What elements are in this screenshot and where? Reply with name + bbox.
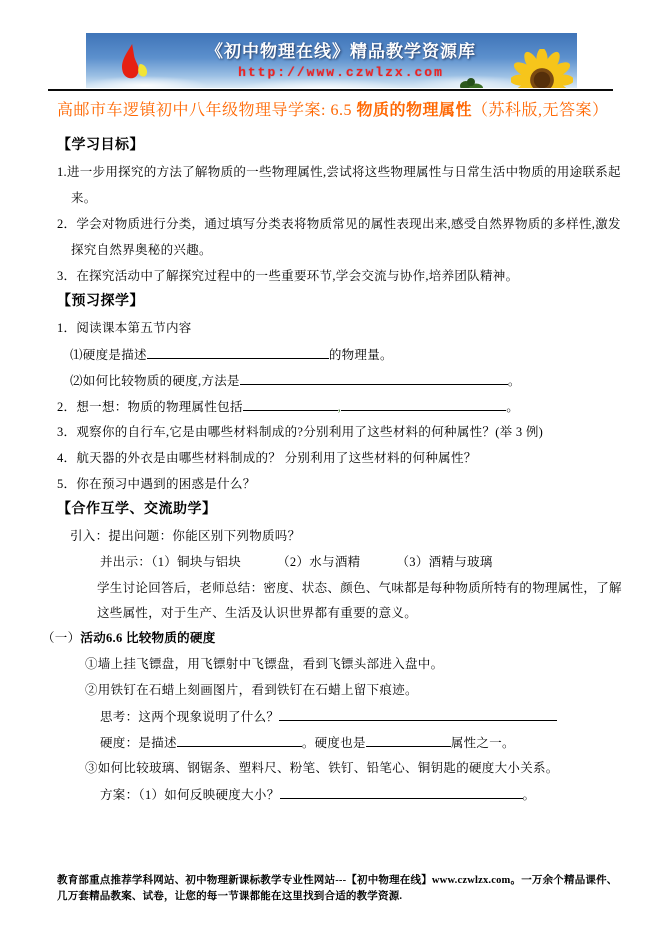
example-item-1: 并出示：（1）铜块与铝块: [100, 555, 242, 569]
fill-in-blank: [177, 734, 302, 747]
fill-in-blank: [366, 734, 451, 747]
sunflower-icon: [511, 49, 573, 88]
text-segment: 。: [522, 788, 536, 802]
section-heading-preview: 【预习探学】: [57, 294, 144, 309]
title-bold-part: 物质的物理属性: [356, 102, 472, 119]
preview-item-5: 5．你在预习中遇到的困惑是什么？: [57, 477, 256, 491]
coop-summary-line1: 学生讨论回答后，老师总结：密度、状态、颜色、气味都是每种物质所特有的物理属性，了解: [97, 581, 622, 595]
goal-item-2-line1: 2．学会对物质进行分类，通过填写分类表将物质常见的属性表现出来,感受自然界物质的多样性,激发: [57, 217, 621, 231]
preview-item-4: 4．航天器的外衣是由哪些材料制成的？ 分别利用了这些材料的何种属性？: [57, 451, 477, 465]
text-segment: 。硬度也是: [301, 736, 366, 750]
activity-number: （一）: [42, 631, 81, 645]
goal-item-1-line2: 来。: [71, 191, 97, 205]
activity-heading: [42, 630, 216, 646]
fill-in-blank: [243, 398, 338, 411]
example-item-2: （2）水与酒精: [277, 555, 361, 569]
text-segment: ⑴硬度是描述: [70, 348, 147, 362]
coop-examples: [100, 554, 493, 570]
activity-step-3: ③如何比较玻璃、钢锯条、塑料尺、粉笔、铁钉、铅笔心、铜钥匙的硬度大小关系。: [85, 761, 559, 775]
goal-item-1-line1: 1.进一步用探究的方法了解物质的一些物理属性,尝试将这些物理属性与日常生活中物质的用途联系起: [57, 165, 621, 179]
page-title: [57, 97, 608, 120]
text-segment: 。: [507, 374, 521, 388]
comma-mark: ,: [337, 400, 342, 414]
activity-step-1: ①墙上挂飞镖盘，用飞镖射中飞镖盘，看到飞镖头部进入盘中。: [85, 657, 444, 671]
goal-item-3: 3．在探究活动中了解探究过程中的一些重要环节,学会交流与协作,培养团队精神。: [57, 269, 519, 283]
preview-item-2: [57, 398, 519, 415]
fill-in-blank: [280, 786, 523, 799]
example-item-3: （3）酒精与玻璃: [396, 555, 493, 569]
goal-item-2-line2: 探究自然界奥秘的兴趣。: [71, 243, 212, 257]
banner-text-block: [181, 37, 501, 80]
fill-in-blank: [240, 372, 508, 385]
activity-think: [100, 708, 557, 725]
title-prefix: 高邮市车逻镇初中八年级物理导学案: 6.5: [57, 102, 357, 119]
activity-step-2: ②用铁钉在石蜡上刻画图片，看到铁钉在石蜡上留下痕迹。: [85, 683, 418, 697]
footer-line-1: 教育部重点推荐学科网站、初中物理新课标教学专业性网站---【初中物理在线】www.czwlzx.com。一万余个精品课件、: [57, 874, 618, 886]
fill-in-blank: [279, 708, 557, 721]
site-logo-icon: [116, 43, 154, 83]
fill-in-blank: [147, 346, 329, 359]
section-heading-cooperation: 【合作互学、交流助学】: [57, 502, 217, 517]
section-heading-goals: 【学习目标】: [57, 138, 144, 153]
banner-image: [86, 33, 577, 88]
title-suffix: （苏科版,无答案）: [471, 102, 609, 119]
text-segment: 属性之一。: [450, 736, 515, 750]
preview-item-1-sub1: [70, 346, 393, 363]
banner-site-url: http://www.czwlzx.com: [238, 65, 444, 80]
text-segment: ⑵如何比较物质的硬度,方法是: [70, 374, 240, 388]
coop-intro: 引入：提出问题：你能区别下列物质吗？: [70, 529, 301, 543]
activity-title: 活动6.6 比较物质的硬度: [80, 631, 216, 645]
divider-line: [48, 89, 613, 91]
text-segment: 硬度：是描述: [100, 736, 177, 750]
preview-item-1-sub2: [70, 372, 521, 389]
text-segment: 思考：这两个现象说明了什么？: [100, 710, 280, 724]
fill-in-blank: [341, 398, 506, 411]
activity-hardness: [100, 734, 515, 751]
activity-plan: [100, 786, 535, 803]
banner-site-title: 《初中物理在线》精品教学资源库: [206, 42, 476, 61]
text-segment: 的物理量。: [328, 348, 393, 362]
text-segment: 方案：（1）如何反映硬度大小？: [100, 788, 280, 802]
preview-item-1: 1．阅读课本第五节内容: [57, 321, 192, 335]
footer-line-2: 几万套精品教案、试卷，让您的每一节课都能在这里找到合适的教学资源.: [57, 890, 403, 902]
plant-icon: [459, 74, 485, 88]
text-segment: 。: [506, 400, 520, 414]
preview-item-3: 3．观察你的自行车,它是由哪些材料制成的?分别利用了这些材料的何种属性？(举 3 例): [57, 425, 544, 439]
coop-summary-line2: 这些属性，对于生产、生活及认识世界都有重要的意义。: [97, 606, 418, 620]
text-segment: 2．想一想：物质的物理属性包括: [57, 400, 243, 414]
